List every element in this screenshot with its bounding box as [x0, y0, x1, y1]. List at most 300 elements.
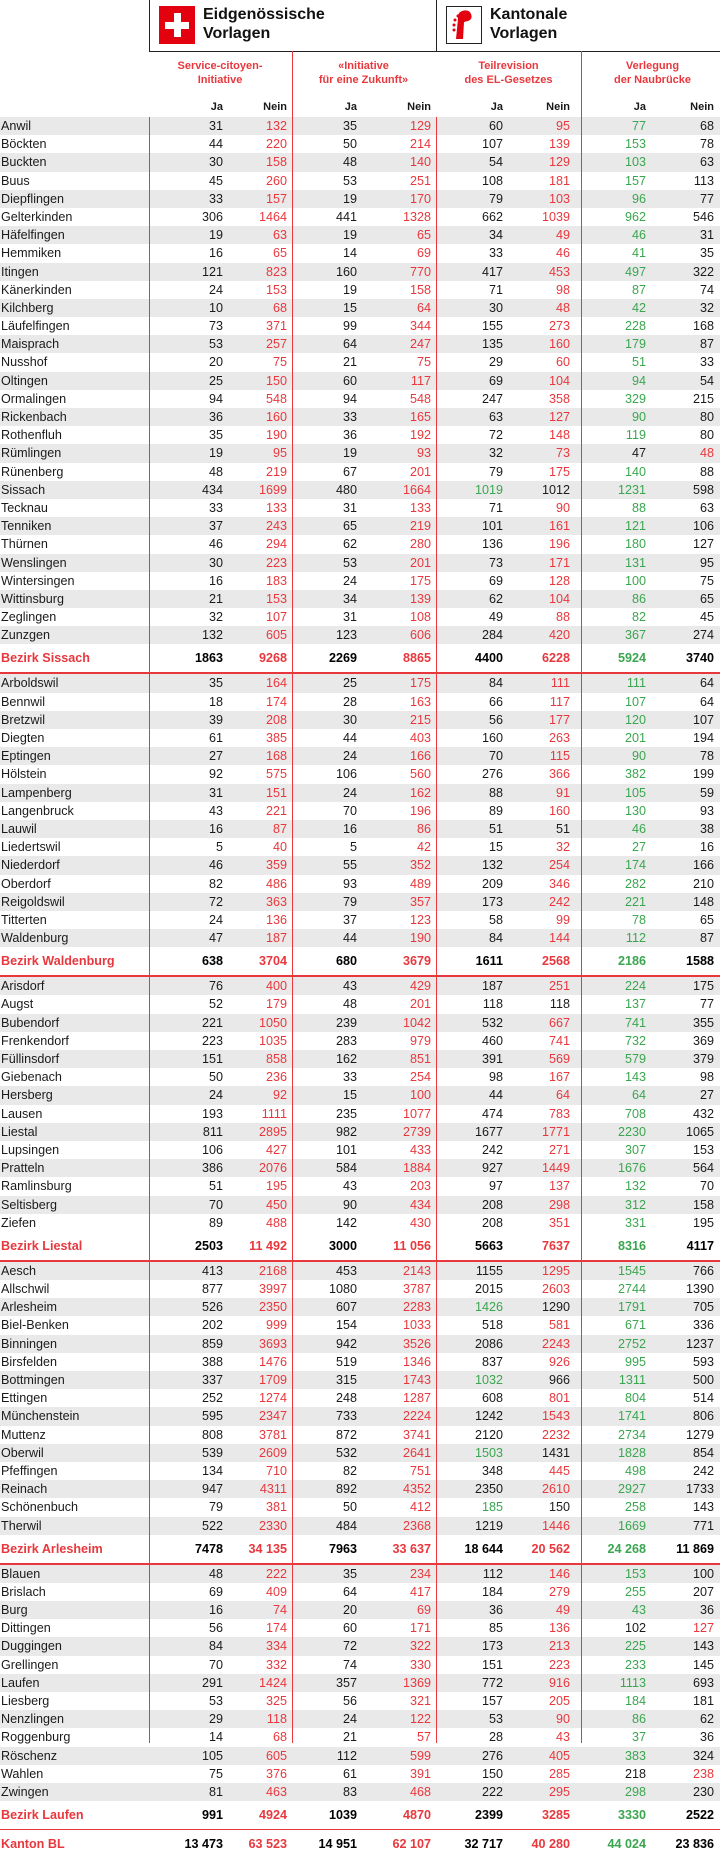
nein-value: 346	[548, 876, 570, 891]
nein-value: 486	[265, 876, 287, 891]
nein-value: 363	[265, 894, 287, 909]
ja-value: 434	[201, 482, 223, 497]
nein-value: 257	[265, 337, 287, 352]
nein-value: 132	[265, 119, 287, 133]
ja-value: 19	[342, 446, 357, 461]
ja-value: 35	[342, 1566, 357, 1581]
ja-value: 1231	[617, 482, 646, 497]
district-total-row	[0, 644, 720, 673]
nein-value: 2076	[258, 1161, 287, 1176]
nein-value: 599	[409, 1748, 431, 1763]
nein-value: 1033	[402, 1318, 431, 1333]
district-total-row	[0, 1232, 720, 1261]
nein-value: 87	[699, 337, 714, 352]
nein-value: 118	[549, 997, 570, 1012]
nein-value: 215	[409, 712, 431, 727]
ja-value: 291	[201, 1675, 223, 1690]
nein-value: 150	[548, 1500, 570, 1515]
nein-value: 783	[548, 1106, 570, 1121]
nein-value: 137	[548, 1179, 570, 1194]
ja-value: 2269	[328, 651, 357, 666]
municipality-name: Itingen	[1, 264, 39, 279]
ja-value: 173	[481, 894, 503, 909]
nein-value: 181	[692, 1694, 714, 1708]
ja-value: 150	[481, 1766, 503, 1781]
municipality-name: Lausen	[1, 1106, 43, 1121]
ja-value: 102	[624, 1621, 646, 1636]
ja-value: 224	[624, 979, 646, 994]
nein-value: 127	[692, 1621, 714, 1636]
ja-value: 121	[624, 519, 646, 534]
nein-value: 139	[548, 137, 570, 152]
nein-value: 51	[555, 821, 570, 836]
nein-value: 427	[265, 1142, 287, 1157]
ja-value: 708	[624, 1106, 646, 1121]
municipality-name: Dittingen	[1, 1621, 51, 1636]
nein-value: 6228	[541, 651, 570, 666]
ja-value: 532	[481, 1015, 503, 1030]
nein-value: 65	[699, 912, 714, 927]
nein-value: 693	[692, 1675, 714, 1690]
ja-value: 24	[208, 282, 223, 297]
ja-value: 2744	[617, 1282, 646, 1297]
divider	[581, 117, 582, 1743]
municipality-name: Bubendorf	[1, 1015, 60, 1030]
ja-value: 47	[631, 446, 646, 461]
ja-value: 14	[208, 1730, 223, 1745]
nein-value: 122	[409, 1712, 431, 1727]
municipality-name: Giebenach	[1, 1070, 62, 1085]
ja-value: 94	[208, 391, 223, 406]
municipality-row	[0, 1032, 720, 1050]
ja-value: 24 268	[607, 1541, 646, 1556]
municipality-name: Maisprach	[1, 337, 60, 352]
ja-value: 1039	[328, 1808, 357, 1823]
ja-value: 804	[624, 1391, 646, 1406]
nein-value: 129	[548, 155, 570, 170]
nein-value: 1543	[541, 1409, 570, 1424]
nein-value: 64	[699, 676, 714, 691]
municipality-name: Oberdorf	[1, 876, 51, 891]
ja-value: 13 473	[184, 1837, 223, 1852]
municipality-row	[0, 444, 720, 462]
column-header-nein: Nein	[407, 101, 431, 113]
nein-value: 100	[692, 1566, 714, 1581]
municipality-name: Reigoldswil	[1, 894, 65, 909]
ja-value: 306	[201, 209, 223, 224]
ja-value: 1155	[475, 1263, 503, 1278]
ja-value: 19	[342, 282, 357, 297]
federal-title-line1: Eidgenössische	[203, 6, 325, 23]
ja-value: 1311	[618, 1373, 646, 1387]
ja-value: 140	[624, 464, 646, 479]
municipality-name: Brislach	[1, 1584, 46, 1599]
nein-value: 87	[272, 821, 287, 836]
ja-value: 21	[208, 591, 223, 606]
nein-value: 1290	[541, 1300, 570, 1315]
nein-value: 48	[555, 300, 570, 315]
nein-value: 205	[548, 1694, 570, 1708]
ja-value: 36	[488, 1603, 503, 1618]
ja-value: 160	[335, 264, 357, 279]
nein-value: 162	[409, 785, 431, 800]
municipality-name: Pratteln	[1, 1161, 45, 1176]
nein-value: 463	[265, 1784, 287, 1799]
ja-value: 82	[208, 876, 223, 891]
ja-value: 99	[342, 319, 357, 334]
municipality-name: Roggenburg	[1, 1730, 71, 1745]
nein-value: 11 056	[393, 1238, 431, 1253]
nein-value: 500	[692, 1373, 714, 1387]
nein-value: 1771	[541, 1124, 570, 1139]
nein-value: 7637	[541, 1238, 570, 1253]
nein-value: 371	[265, 319, 287, 334]
ja-value: 348	[481, 1463, 503, 1478]
nein-value: 2603	[541, 1282, 570, 1297]
nein-value: 2568	[541, 954, 570, 969]
nein-value: 2609	[258, 1445, 287, 1460]
nein-value: 220	[265, 137, 287, 152]
ja-value: 33	[208, 191, 223, 206]
ja-value: 284	[481, 628, 503, 643]
nein-value: 1709	[258, 1373, 287, 1387]
ja-value: 174	[624, 858, 646, 873]
ja-value: 16	[208, 1603, 223, 1618]
column-header-nein: Nein	[263, 101, 287, 113]
ja-value: 2186	[617, 954, 646, 969]
nein-value: 36	[699, 1603, 714, 1618]
nein-value: 605	[265, 628, 287, 643]
ja-value: 532	[335, 1445, 357, 1460]
nein-value: 223	[548, 1657, 570, 1672]
nein-value: 107	[265, 610, 287, 625]
ja-value: 154	[335, 1318, 357, 1333]
nein-value: 409	[265, 1584, 287, 1599]
ja-value: 31	[208, 119, 223, 133]
ja-value: 474	[481, 1106, 503, 1121]
nein-value: 171	[548, 555, 570, 570]
nein-value: 334	[265, 1639, 287, 1654]
nein-value: 1077	[402, 1106, 431, 1121]
ja-value: 331	[624, 1215, 646, 1230]
nein-value: 2610	[541, 1482, 570, 1497]
ja-value: 53	[488, 1712, 503, 1727]
ja-value: 52	[208, 997, 223, 1012]
column-header-ja: Ja	[210, 101, 223, 113]
nein-value: 75	[699, 573, 714, 588]
nein-value: 3741	[402, 1427, 431, 1442]
nein-value: 254	[409, 1070, 431, 1085]
ja-value: 872	[335, 1427, 357, 1442]
municipality-name: Pfeffingen	[1, 1463, 58, 1478]
nein-value: 2522	[685, 1808, 714, 1823]
nein-value: 2143	[402, 1263, 431, 1278]
ja-value: 662	[481, 209, 503, 224]
ja-value: 386	[201, 1161, 223, 1176]
nein-value: 3526	[402, 1336, 431, 1351]
ja-value: 64	[631, 1088, 646, 1103]
municipality-row	[0, 408, 720, 426]
nein-value: 400	[265, 979, 287, 994]
nein-value: 243	[265, 519, 287, 534]
ja-value: 53	[342, 555, 357, 570]
ja-value: 82	[631, 610, 646, 625]
nein-value: 151	[265, 785, 287, 800]
nein-value: 49	[555, 228, 570, 243]
nein-value: 195	[692, 1215, 714, 1230]
municipality-name: Känerkinden	[1, 282, 72, 297]
municipality-row	[0, 1765, 720, 1783]
ja-value: 62	[488, 591, 503, 606]
municipality-row	[0, 244, 720, 262]
ja-value: 388	[201, 1354, 223, 1369]
municipality-name: Blauen	[1, 1566, 41, 1581]
nein-value: 69	[416, 246, 431, 261]
ja-value: 94	[342, 391, 357, 406]
ja-value: 1611	[475, 954, 503, 969]
nein-value: 1328	[402, 209, 431, 224]
nein-value: 1237	[685, 1336, 714, 1351]
municipality-name: Wenslingen	[1, 555, 67, 570]
municipality-row	[0, 1747, 720, 1765]
nein-value: 196	[409, 803, 431, 818]
results-table	[0, 117, 720, 1858]
municipality-row	[0, 517, 720, 535]
nein-value: 468	[409, 1784, 431, 1799]
municipality-name: Niederdorf	[1, 858, 60, 873]
nein-value: 77	[699, 191, 714, 206]
ja-value: 252	[201, 1391, 223, 1406]
nein-value: 279	[548, 1584, 570, 1599]
ja-value: 50	[342, 137, 357, 152]
ja-value: 29	[208, 1712, 223, 1727]
ja-value: 64	[342, 1584, 357, 1599]
nein-value: 385	[265, 731, 287, 745]
municipality-name: Bottmingen	[1, 1373, 65, 1387]
ja-value: 7963	[328, 1541, 357, 1556]
ja-value: 112	[482, 1566, 503, 1581]
nein-value: 98	[555, 282, 570, 297]
municipality-row	[0, 335, 720, 353]
ja-value: 63	[488, 410, 503, 424]
municipality-row	[0, 729, 720, 747]
municipality-row	[0, 1601, 720, 1619]
ja-value: 101	[481, 519, 503, 534]
nein-value: 62 107	[392, 1837, 431, 1852]
ja-value: 46	[208, 537, 223, 552]
municipality-name: Arlesheim	[1, 1300, 57, 1315]
ja-value: 79	[488, 191, 503, 206]
nein-value: 1424	[258, 1675, 287, 1690]
municipality-name: Burg	[1, 1603, 28, 1618]
ja-value: 87	[631, 282, 646, 297]
municipality-row	[0, 1316, 720, 1334]
ja-value: 184	[481, 1584, 503, 1599]
ja-value: 811	[202, 1124, 223, 1139]
nein-value: 294	[265, 537, 287, 552]
ja-value: 228	[624, 319, 646, 334]
municipality-name: Oltingen	[1, 373, 48, 388]
ja-value: 19	[342, 191, 357, 206]
ja-value: 112	[336, 1748, 357, 1763]
municipality-name: Reinach	[1, 1482, 48, 1497]
municipality-name: Binningen	[1, 1336, 58, 1351]
ja-value: 16	[208, 821, 223, 836]
nein-value: 91	[555, 785, 570, 800]
municipality-name: Häfelfingen	[1, 228, 65, 243]
municipality-row	[0, 1050, 720, 1068]
nein-value: 324	[692, 1748, 714, 1763]
nein-value: 201	[409, 555, 431, 570]
nein-value: 133	[265, 500, 287, 515]
ja-value: 90	[342, 1197, 357, 1212]
nein-value: 1664	[402, 482, 431, 497]
ja-value: 25	[208, 373, 223, 388]
municipality-row	[0, 1783, 720, 1801]
municipality-row	[0, 995, 720, 1013]
municipality-row	[0, 1637, 720, 1655]
ja-value: 283	[335, 1033, 357, 1048]
ja-value: 27	[208, 749, 223, 764]
nein-value: 123	[409, 912, 431, 927]
ja-value: 34	[342, 591, 357, 606]
municipality-row	[0, 608, 720, 626]
nein-value: 3285	[541, 1808, 570, 1823]
nein-value: 174	[265, 1621, 287, 1636]
nein-value: 2347	[258, 1409, 287, 1424]
nein-value: 445	[548, 1463, 570, 1478]
ja-value: 298	[624, 1784, 646, 1799]
nein-value: 355	[692, 1015, 714, 1030]
nein-value: 854	[692, 1445, 714, 1460]
nein-value: 1476	[258, 1354, 287, 1369]
ja-value: 48	[342, 997, 357, 1012]
nein-value: 57	[416, 1730, 431, 1745]
ja-value: 83	[342, 1784, 357, 1799]
ja-value: 44	[488, 1088, 503, 1103]
ja-value: 30	[208, 555, 223, 570]
nein-value: 98	[699, 1070, 714, 1085]
nein-value: 59	[699, 785, 714, 800]
nein-value: 168	[265, 749, 287, 764]
nein-value: 332	[265, 1657, 287, 1672]
ja-value: 42	[631, 300, 646, 315]
nein-value: 175	[409, 676, 431, 691]
vote-title-service-citoyen	[155, 59, 285, 87]
ja-value: 31	[208, 785, 223, 800]
nein-value: 194	[692, 731, 714, 745]
nein-value: 77	[699, 997, 714, 1012]
municipality-name: Zeglingen	[1, 610, 57, 625]
nein-value: 489	[409, 876, 431, 891]
municipality-name: Muttenz	[1, 1427, 46, 1442]
nein-value: 4870	[402, 1808, 431, 1823]
nein-value: 63	[699, 500, 714, 515]
ja-value: 413	[201, 1263, 223, 1278]
ja-value: 608	[481, 1391, 503, 1406]
ja-value: 32	[208, 610, 223, 625]
ja-value: 56	[342, 1694, 357, 1708]
ja-value: 2086	[474, 1336, 503, 1351]
ja-value: 5663	[474, 1238, 503, 1253]
nein-value: 450	[265, 1197, 287, 1212]
nein-value: 160	[265, 410, 287, 424]
nein-value: 1464	[258, 209, 287, 224]
nein-value: 215	[692, 391, 714, 406]
nein-value: 2224	[402, 1409, 431, 1424]
nein-value: 69	[416, 1603, 431, 1618]
ja-value: 106	[201, 1142, 223, 1157]
nein-value: 158	[409, 282, 431, 297]
ja-value: 221	[201, 1015, 223, 1030]
municipality-name: Waldenburg	[1, 931, 69, 946]
nein-value: 160	[548, 337, 570, 352]
ja-value: 2399	[474, 1808, 503, 1823]
ja-value: 19	[208, 228, 223, 243]
vote-title-line: der Naubrücke	[613, 74, 692, 86]
municipality-name: Diepflingen	[1, 191, 65, 206]
ja-value: 638	[201, 954, 223, 969]
municipality-row	[0, 1196, 720, 1214]
ja-value: 162	[335, 1052, 357, 1066]
vote-title-line: für eine Zukunft»	[318, 74, 409, 86]
nein-value: 54	[699, 373, 714, 388]
ja-value: 30	[342, 712, 357, 727]
municipality-row	[0, 554, 720, 572]
municipality-row	[0, 875, 720, 893]
nein-value: 136	[265, 912, 287, 927]
nein-value: 11 492	[249, 1238, 287, 1253]
nein-value: 74	[699, 282, 714, 297]
district-total-row	[0, 1801, 720, 1830]
cantonal-votes-title	[490, 5, 567, 43]
nein-value: 46	[555, 246, 570, 261]
ja-value: 877	[201, 1282, 223, 1297]
municipality-row	[0, 1141, 720, 1159]
ja-value: 518	[481, 1318, 503, 1333]
ja-value: 248	[335, 1391, 357, 1406]
nein-value: 170	[409, 191, 431, 206]
municipality-name: Bretzwil	[1, 712, 46, 727]
nein-value: 207	[692, 1584, 714, 1599]
ja-value: 21	[342, 355, 357, 370]
nein-value: 770	[409, 264, 431, 279]
ja-value: 2927	[617, 1482, 646, 1497]
municipality-row	[0, 499, 720, 517]
municipality-name: Bezirk Sissach	[1, 651, 90, 666]
municipality-name: Läufelfingen	[1, 319, 70, 334]
column-header-nein: Nein	[690, 101, 714, 113]
ja-value: 43	[342, 979, 357, 994]
ja-value: 70	[208, 1657, 223, 1672]
municipality-row	[0, 1068, 720, 1086]
ja-value: 72	[208, 894, 223, 909]
ja-value: 90	[631, 749, 646, 764]
ja-value: 25	[342, 676, 357, 691]
nein-value: 1390	[685, 1282, 714, 1297]
ja-value: 84	[488, 676, 503, 691]
ja-value: 1019	[474, 482, 503, 497]
ja-value: 56	[208, 1621, 223, 1636]
ja-value: 484	[335, 1518, 357, 1533]
municipality-name: Münchenstein	[1, 1409, 80, 1424]
ja-value: 132	[201, 628, 223, 643]
nein-value: 1346	[402, 1354, 431, 1369]
nein-value: 80	[699, 428, 714, 443]
nein-value: 148	[548, 428, 570, 443]
ja-value: 37	[342, 912, 357, 927]
ja-value: 36	[208, 410, 223, 424]
